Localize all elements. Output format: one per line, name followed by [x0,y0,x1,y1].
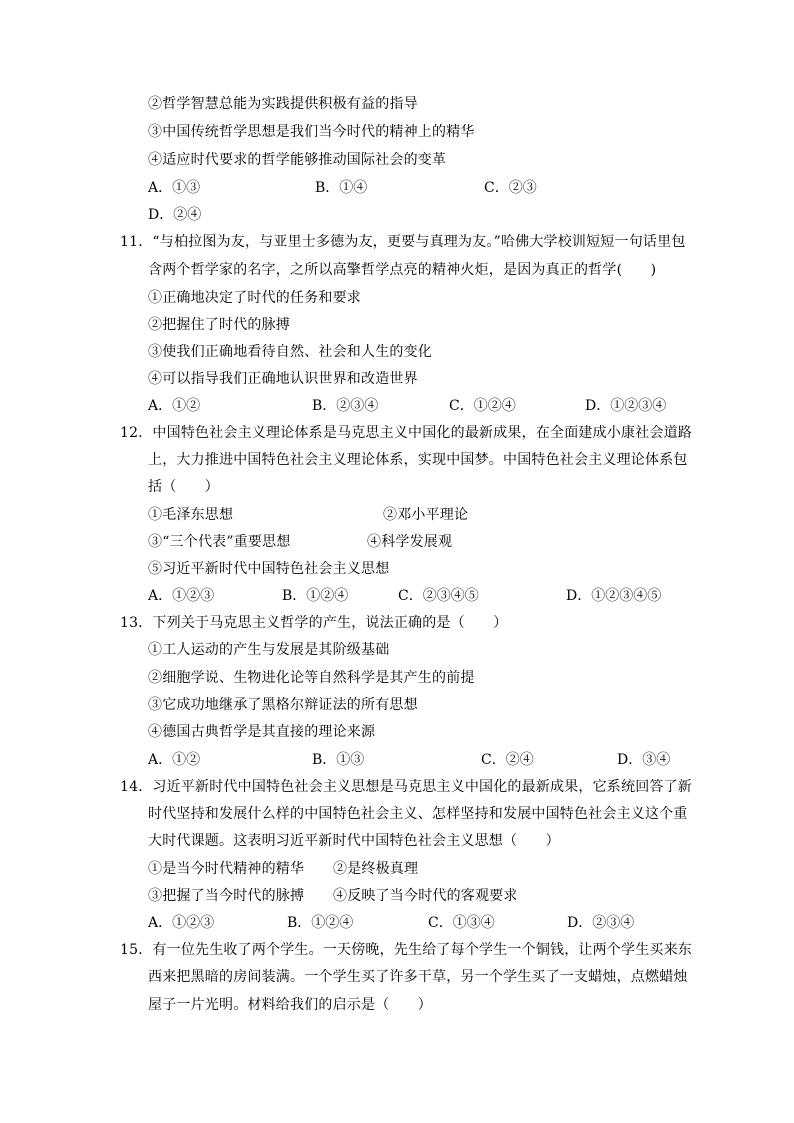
q12-item-1: ①毛泽东思想 [148,507,234,523]
q11-option-b: B．②③④ [312,398,379,414]
q10-option-b: B．①④ [315,180,368,196]
q14-item-1: ①是当今时代精神的精华 [148,861,305,877]
q10-item-2: ②哲学智慧总能为实践提供积极有益的指导 [148,96,418,112]
q15-stem-line-3: 屋子一片光明。材料给我们的启示是（ ） [148,997,432,1013]
q11-option-a: A．①② [148,398,201,414]
q14-option-a: A．①②③ [148,915,215,931]
q12-item-4: ④科学发展观 [367,534,453,550]
q13-item-2: ②细胞学说、生物进化论等自然科学是其产生的前提 [148,670,475,686]
q14-option-c: C．①③④ [428,915,495,931]
q10-item-3: ③中国传统哲学思想是我们当今时代的精神上的精华 [148,124,475,140]
q12-option-c: C．②③④⑤ [398,588,479,604]
q11-item-3: ③使我们正确地看待自然、社会和人生的变化 [148,344,432,360]
q12-item-3: ③“三个代表”重要思想 [148,534,291,550]
q14-stem-line-3: 大时代课题。这表明习近平新时代中国特色社会主义思想（ ） [148,833,560,849]
q14-item-2: ②是终极真理 [333,861,419,877]
q12-option-b: B．①②④ [282,588,349,604]
q12-option-d: D．①②③④⑤ [566,588,662,604]
q14-item-3: ③把握了当今时代的脉搏 [148,888,305,904]
q13-option-b: B．①③ [312,752,365,768]
q14-item-4: ④反映了当今时代的客观要求 [333,888,518,904]
q11-stem-line-2: 含两个哲学家的名字，之所以高擎哲学点亮的精神火炬，是因为真正的哲学( ) [148,262,657,278]
q12-stem-line-3: 括（ ） [148,479,219,495]
q10-option-a: A．①③ [148,180,201,196]
q12-stem-line-1: 12．中国特色社会主义理论体系是马克思主义中国化的最新成果，在全面建成小康社会道路 [120,425,693,441]
q13-option-c: C．②④ [481,752,534,768]
q12-item-5: ⑤习近平新时代中国特色社会主义思想 [148,561,390,577]
q11-item-2: ②把握住了时代的脉搏 [148,317,290,333]
q14-stem-line-2: 时代坚持和发展什么样的中国特色社会主义、怎样坚持和发展中国特色社会主义这个重 [148,806,688,822]
q15-stem-line-1: 15．有一位先生收了两个学生。一天傍晚，先生给了每个学生一个铜钱，让两个学生买来东 [120,942,693,958]
q10-option-d: D．②④ [148,207,202,223]
q13-option-d: D．③④ [617,752,671,768]
q11-option-d: D．①②③④ [585,398,667,414]
q12-item-2: ②邓小平理论 [383,507,469,523]
q14-stem-line-1: 14．习近平新时代中国特色社会主义思想是马克思主义中国化的最新成果，它系统回答了新 [120,779,693,795]
q13-item-4: ④德国古典哲学是其直接的理论来源 [148,724,376,740]
q12-stem-line-2: 上，大力推进中国特色社会主义理论体系，实现中国梦。中国特色社会主义理论体系包 [148,452,688,468]
q13-option-a: A．①② [148,752,201,768]
q14-option-d: D．②③④ [567,915,635,931]
q15-stem-line-2: 西来把黑暗的房间装满。一个学生买了许多干草，另一个学生买了一支蜡烛，点燃蜡烛 [148,969,688,985]
q14-option-b: B．①②④ [287,915,354,931]
q13-stem-line-1: 13．下列关于马克思主义哲学的产生，说法正确的是（ ） [120,615,508,631]
q10-option-c: C．②③ [484,180,537,196]
q13-item-1: ①工人运动的产生与发展是其阶级基础 [148,642,390,658]
q11-option-c: C．①②④ [449,398,516,414]
q12-option-a: A．①②③ [148,588,215,604]
q11-item-1: ①正确地决定了时代的任务和要求 [148,290,361,306]
q13-item-3: ③它成功地继承了黑格尔辩证法的所有思想 [148,697,418,713]
q10-item-4: ④适应时代要求的哲学能够推动国际社会的变革 [148,152,447,168]
q11-stem-line-1: 11．“与柏拉图为友，与亚里士多德为友，更要与真理为友。”哈佛大学校训短短一句话里包 [120,234,686,250]
q11-item-4: ④可以指导我们正确地认识世界和改造世界 [148,371,418,387]
